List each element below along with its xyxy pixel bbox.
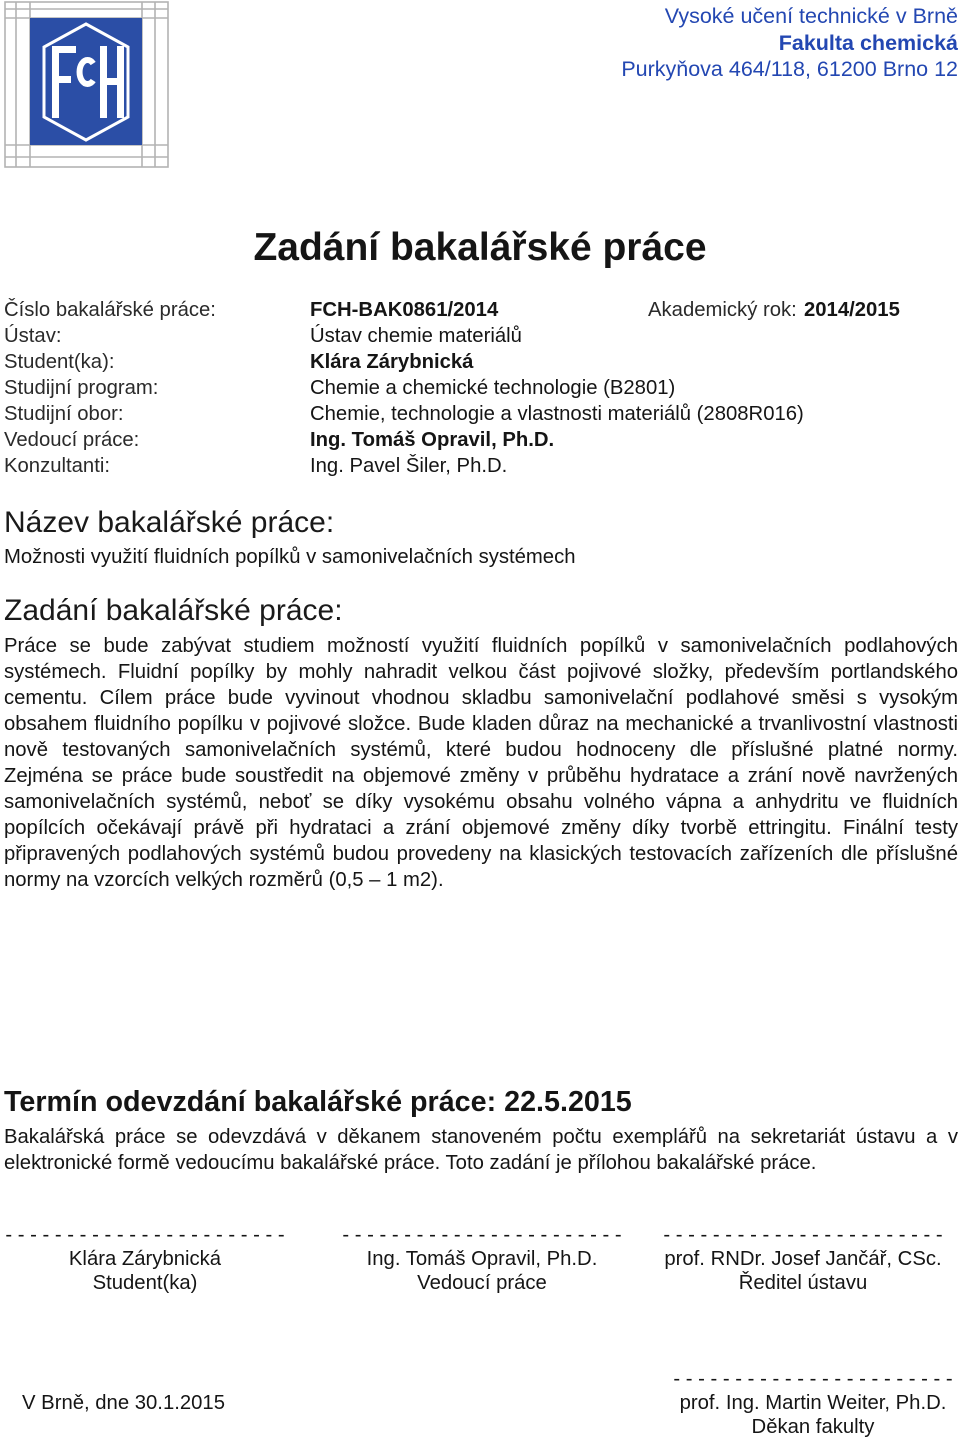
signature-name: prof. RNDr. Josef Jančář, CSc.	[664, 1248, 942, 1270]
assignment-line: samonivelačních systémů, neboť se díky vysokému obsahu volného vápna a anhydritu ve fluidních	[4, 791, 958, 813]
signature-student	[0, 1223, 290, 1295]
institute-label: Ústav:	[4, 325, 62, 347]
faculty-name: Fakulta chemická	[778, 30, 958, 55]
document-title: Zadání bakalářské práce	[253, 226, 707, 269]
signature-line: - - - - - - - - - - - - - - - - - - - - - - -	[673, 1368, 953, 1390]
info-row-program	[0, 375, 960, 401]
info-row-supervisor	[0, 427, 960, 453]
institute-value: Ústav chemie materiálů	[310, 325, 522, 347]
assignment-line: normy na vzorcích velkých rozměrů (0,5 – 1 m2).	[4, 869, 444, 891]
signature-line: - - - - - - - - - - - - - - - - - - - - - - -	[5, 1224, 285, 1246]
signature-role: Ředitel ústavu	[738, 1272, 868, 1294]
assignment-line: nově testovaných samonivelačních systémů, které budou hodnoceny dle příslušné platné normy.	[4, 739, 958, 761]
info-row-institute	[0, 323, 960, 349]
consultants-label: Konzultanti:	[4, 455, 110, 477]
signature-institute-director	[653, 1223, 953, 1295]
signature-name: Ing. Tomáš Opravil, Ph.D.	[366, 1248, 598, 1270]
faculty-address: Purkyňova 464/118, 61200 Brno 12	[621, 57, 958, 81]
assignment-line: obsahem fluidního popílku v pojivové složce. Bude kladen důraz na mechanické a trvanlivostní vlastnosti	[4, 713, 958, 735]
place-and-date: V Brně, dne 30.1.2015	[22, 1392, 225, 1414]
letterhead	[621, 3, 958, 83]
assignment-line: připravených podlahových systémů budou provedeny na klasických testovacích zařízeních dle příslušné	[4, 843, 958, 865]
info-row-thesis-number	[0, 297, 960, 323]
assignment-line: cementu. Cílem práce bude vyvinout vhodnou skladbu samonivelační podlahové směsi s vysokým	[4, 687, 958, 709]
student-value: Klára Zárybnická	[310, 351, 474, 373]
signature-dean	[667, 1367, 959, 1439]
info-row-consultants	[0, 453, 960, 479]
academic-year-label: Akademický rok:	[648, 299, 797, 321]
assignment-line: popílcích očekávají právě při hydrataci a zrání objemové změny díky tvorbě ettringitu. Finální testy	[4, 817, 958, 839]
signature-supervisor	[332, 1223, 632, 1295]
supervisor-value: Ing. Tomáš Opravil, Ph.D.	[310, 429, 555, 451]
university-name: Vysoké učení technické v Brně	[664, 4, 958, 28]
deadline-line: elektronické formě vedoucímu bakalářské práce. Toto zadání je přílohou bakalářské práce.	[4, 1152, 817, 1174]
info-row-field	[0, 401, 960, 427]
assignment-line: Práce se bude zabývat studiem možností využití fluidních popílků v samonivelačních podlahových	[4, 635, 958, 657]
signature-line: - - - - - - - - - - - - - - - - - - - - - - -	[342, 1224, 622, 1246]
assignment-line: Zejména se práce bude soustředit na objemové změny v průběhu hydratace a zrání nově navržených	[4, 765, 958, 787]
deadline-date: 22.5.2015	[504, 1086, 632, 1118]
thesis-number-value: FCH-BAK0861/2014	[310, 299, 499, 321]
program-label: Studijní program:	[4, 377, 159, 399]
deadline-heading	[4, 1085, 632, 1119]
faculty-logo	[0, 0, 172, 170]
assignment-line: systémech. Fluidní popílky by mohly nahradit velkou část pojivové složky, především portlandského	[4, 661, 958, 683]
signature-role: Děkan fakulty	[751, 1416, 875, 1438]
signature-name: prof. Ing. Martin Weiter, Ph.D.	[679, 1392, 947, 1414]
consultants-value: Ing. Pavel Šiler, Ph.D.	[310, 455, 508, 477]
deadline-label: Termín odevzdání bakalářské práce:	[4, 1086, 497, 1118]
info-row-student	[0, 349, 960, 375]
signature-name: Klára Zárybnická	[68, 1248, 222, 1270]
field-value: Chemie, technologie a vlastnosti materiálů (2808R016)	[310, 403, 804, 425]
field-label: Studijní obor:	[4, 403, 124, 425]
signature-role: Student(ka)	[92, 1272, 198, 1294]
academic-year-value: 2014/2015	[804, 299, 900, 321]
deadline-line: Bakalářská práce se odevzdává v děkanem stanoveném počtu exemplářů na sekretariát ústavu a v	[4, 1126, 958, 1148]
thesis-title-heading: Název bakalářské práce:	[4, 506, 335, 539]
program-value: Chemie a chemické technologie (B2801)	[310, 377, 676, 399]
student-label: Student(ka):	[4, 351, 115, 373]
thesis-title-text: Možnosti využití fluidních popílků v samonivelačních systémech	[4, 546, 576, 568]
thesis-number-label: Číslo bakalářské práce:	[4, 299, 216, 321]
supervisor-label: Vedoucí práce:	[4, 429, 140, 451]
signature-line: - - - - - - - - - - - - - - - - - - - - - - -	[663, 1224, 943, 1246]
assignment-heading: Zadání bakalářské práce:	[4, 594, 343, 627]
signature-role: Vedoucí práce	[417, 1272, 547, 1294]
